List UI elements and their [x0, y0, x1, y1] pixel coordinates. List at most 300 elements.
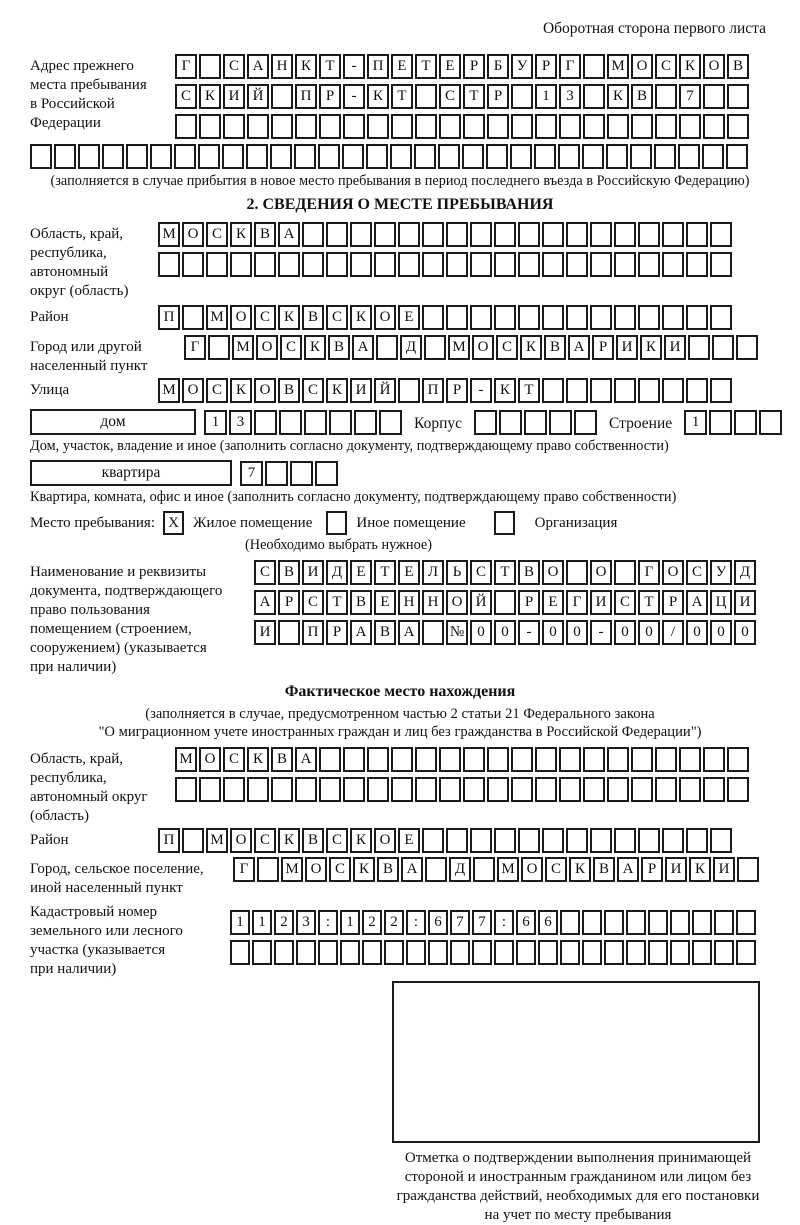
- char-cell[interactable]: И: [254, 620, 276, 645]
- char-cell[interactable]: В: [302, 305, 324, 330]
- char-cell[interactable]: [727, 84, 749, 109]
- char-cell[interactable]: Т: [415, 54, 437, 79]
- char-cell[interactable]: Е: [542, 590, 564, 615]
- char-cell[interactable]: [78, 144, 100, 169]
- char-cell[interactable]: [425, 857, 447, 882]
- char-cell[interactable]: [542, 378, 564, 403]
- char-cell[interactable]: И: [616, 335, 638, 360]
- char-cell[interactable]: [367, 114, 389, 139]
- char-cell[interactable]: Т: [518, 378, 540, 403]
- char-cell[interactable]: [422, 305, 444, 330]
- char-cell[interactable]: [686, 378, 708, 403]
- char-cell[interactable]: 2: [362, 910, 382, 935]
- char-cell[interactable]: [274, 940, 294, 965]
- char-cell[interactable]: 2: [384, 910, 404, 935]
- char-cell[interactable]: [254, 410, 277, 435]
- char-cell[interactable]: [376, 335, 398, 360]
- char-cell[interactable]: -: [470, 378, 492, 403]
- char-cell[interactable]: И: [302, 560, 324, 585]
- char-cell[interactable]: С: [254, 560, 276, 585]
- char-cell[interactable]: [655, 114, 677, 139]
- char-cell[interactable]: [415, 114, 437, 139]
- char-cell[interactable]: Е: [350, 560, 372, 585]
- char-cell[interactable]: [759, 410, 782, 435]
- char-cell[interactable]: [703, 747, 725, 772]
- char-cell[interactable]: Г: [559, 54, 581, 79]
- char-cell[interactable]: [511, 747, 533, 772]
- char-cell[interactable]: [582, 940, 602, 965]
- char-cell[interactable]: [710, 828, 732, 853]
- char-cell[interactable]: 0: [734, 620, 756, 645]
- char-cell[interactable]: 0: [710, 620, 732, 645]
- char-cell[interactable]: [559, 114, 581, 139]
- char-cell[interactable]: [265, 461, 288, 486]
- char-cell[interactable]: Д: [400, 335, 422, 360]
- char-cell[interactable]: [686, 252, 708, 277]
- char-cell[interactable]: О: [374, 305, 396, 330]
- char-cell[interactable]: П: [422, 378, 444, 403]
- char-cell[interactable]: [439, 777, 461, 802]
- char-cell[interactable]: [703, 114, 725, 139]
- char-cell[interactable]: П: [158, 305, 180, 330]
- char-cell[interactable]: [494, 940, 514, 965]
- char-cell[interactable]: Р: [463, 54, 485, 79]
- char-cell[interactable]: С: [206, 222, 228, 247]
- char-cell[interactable]: [439, 114, 461, 139]
- char-cell[interactable]: [428, 940, 448, 965]
- char-cell[interactable]: [542, 222, 564, 247]
- char-cell[interactable]: О: [199, 747, 221, 772]
- char-cell[interactable]: О: [521, 857, 543, 882]
- char-cell[interactable]: Д: [449, 857, 471, 882]
- char-cell[interactable]: [470, 305, 492, 330]
- char-cell[interactable]: [590, 828, 612, 853]
- char-cell[interactable]: [486, 144, 508, 169]
- char-cell[interactable]: [631, 114, 653, 139]
- char-cell[interactable]: Р: [535, 54, 557, 79]
- char-cell[interactable]: А: [686, 590, 708, 615]
- char-cell[interactable]: [654, 144, 676, 169]
- char-cell[interactable]: [655, 84, 677, 109]
- char-cell[interactable]: 7: [679, 84, 701, 109]
- char-cell[interactable]: [662, 378, 684, 403]
- char-cell[interactable]: [614, 378, 636, 403]
- char-cell[interactable]: О: [542, 560, 564, 585]
- char-cell[interactable]: 1: [252, 910, 272, 935]
- char-cell[interactable]: [583, 777, 605, 802]
- char-cell[interactable]: М: [175, 747, 197, 772]
- char-cell[interactable]: А: [398, 620, 420, 645]
- char-cell[interactable]: М: [158, 222, 180, 247]
- char-cell[interactable]: [736, 910, 756, 935]
- char-cell[interactable]: [198, 144, 220, 169]
- char-cell[interactable]: В: [328, 335, 350, 360]
- char-cell[interactable]: [295, 114, 317, 139]
- char-cell[interactable]: [604, 940, 624, 965]
- char-cell[interactable]: П: [367, 54, 389, 79]
- char-cell[interactable]: [470, 252, 492, 277]
- char-cell[interactable]: [590, 222, 612, 247]
- char-cell[interactable]: Т: [638, 590, 660, 615]
- char-cell[interactable]: 0: [638, 620, 660, 645]
- char-cell[interactable]: [566, 378, 588, 403]
- char-cell[interactable]: [590, 378, 612, 403]
- char-cell[interactable]: О: [182, 222, 204, 247]
- char-cell[interactable]: В: [374, 620, 396, 645]
- char-cell[interactable]: [474, 410, 497, 435]
- char-cell[interactable]: [686, 222, 708, 247]
- char-cell[interactable]: 7: [450, 910, 470, 935]
- char-cell[interactable]: К: [494, 378, 516, 403]
- house-type-box[interactable]: дом: [30, 409, 196, 435]
- char-cell[interactable]: У: [710, 560, 732, 585]
- char-cell[interactable]: Т: [494, 560, 516, 585]
- char-cell[interactable]: Н: [422, 590, 444, 615]
- char-cell[interactable]: [709, 410, 732, 435]
- char-cell[interactable]: Т: [374, 560, 396, 585]
- char-cell[interactable]: [367, 747, 389, 772]
- char-cell[interactable]: [607, 114, 629, 139]
- char-cell[interactable]: [354, 410, 377, 435]
- char-cell[interactable]: [319, 747, 341, 772]
- char-cell[interactable]: М: [607, 54, 629, 79]
- char-cell[interactable]: К: [278, 305, 300, 330]
- char-cell[interactable]: К: [350, 828, 372, 853]
- char-cell[interactable]: М: [206, 828, 228, 853]
- char-cell[interactable]: [415, 84, 437, 109]
- char-cell[interactable]: Ц: [710, 590, 732, 615]
- char-cell[interactable]: [230, 940, 250, 965]
- char-cell[interactable]: /: [662, 620, 684, 645]
- char-cell[interactable]: О: [230, 828, 252, 853]
- char-cell[interactable]: П: [295, 84, 317, 109]
- char-cell[interactable]: [30, 144, 52, 169]
- char-cell[interactable]: Р: [319, 84, 341, 109]
- char-cell[interactable]: [542, 305, 564, 330]
- char-cell[interactable]: Р: [446, 378, 468, 403]
- char-cell[interactable]: [604, 910, 624, 935]
- char-cell[interactable]: О: [446, 590, 468, 615]
- char-cell[interactable]: [446, 305, 468, 330]
- char-cell[interactable]: Д: [326, 560, 348, 585]
- char-cell[interactable]: В: [631, 84, 653, 109]
- char-cell[interactable]: К: [230, 378, 252, 403]
- char-cell[interactable]: [463, 747, 485, 772]
- char-cell[interactable]: :: [318, 910, 338, 935]
- char-cell[interactable]: [319, 777, 341, 802]
- char-cell[interactable]: С: [175, 84, 197, 109]
- char-cell[interactable]: К: [247, 747, 269, 772]
- char-cell[interactable]: [607, 747, 629, 772]
- char-cell[interactable]: 6: [538, 910, 558, 935]
- char-cell[interactable]: [450, 940, 470, 965]
- char-cell[interactable]: [487, 114, 509, 139]
- char-cell[interactable]: [222, 144, 244, 169]
- char-cell[interactable]: В: [727, 54, 749, 79]
- char-cell[interactable]: [415, 777, 437, 802]
- char-cell[interactable]: -: [343, 84, 365, 109]
- char-cell[interactable]: [714, 910, 734, 935]
- char-cell[interactable]: [558, 144, 580, 169]
- char-cell[interactable]: [511, 777, 533, 802]
- char-cell[interactable]: [252, 940, 272, 965]
- char-cell[interactable]: О: [662, 560, 684, 585]
- char-cell[interactable]: К: [520, 335, 542, 360]
- char-cell[interactable]: О: [631, 54, 653, 79]
- char-cell[interactable]: 0: [686, 620, 708, 645]
- char-cell[interactable]: [631, 747, 653, 772]
- char-cell[interactable]: С: [326, 305, 348, 330]
- char-cell[interactable]: 1: [684, 410, 707, 435]
- char-cell[interactable]: 1: [535, 84, 557, 109]
- char-cell[interactable]: [560, 940, 580, 965]
- char-cell[interactable]: [688, 335, 710, 360]
- char-cell[interactable]: Р: [641, 857, 663, 882]
- char-cell[interactable]: Т: [391, 84, 413, 109]
- char-cell[interactable]: 0: [494, 620, 516, 645]
- char-cell[interactable]: [343, 747, 365, 772]
- char-cell[interactable]: [415, 747, 437, 772]
- char-cell[interactable]: [374, 252, 396, 277]
- char-cell[interactable]: [126, 144, 148, 169]
- char-cell[interactable]: [470, 222, 492, 247]
- char-cell[interactable]: [494, 305, 516, 330]
- char-cell[interactable]: [391, 777, 413, 802]
- char-cell[interactable]: [726, 144, 748, 169]
- char-cell[interactable]: [422, 222, 444, 247]
- char-cell[interactable]: [710, 222, 732, 247]
- char-cell[interactable]: [319, 114, 341, 139]
- char-cell[interactable]: [566, 252, 588, 277]
- char-cell[interactable]: С: [223, 54, 245, 79]
- char-cell[interactable]: Т: [319, 54, 341, 79]
- char-cell[interactable]: 3: [229, 410, 252, 435]
- char-cell[interactable]: [494, 252, 516, 277]
- char-cell[interactable]: [379, 410, 402, 435]
- char-cell[interactable]: [182, 305, 204, 330]
- char-cell[interactable]: [518, 828, 540, 853]
- char-cell[interactable]: [566, 305, 588, 330]
- char-cell[interactable]: [326, 252, 348, 277]
- char-cell[interactable]: Р: [592, 335, 614, 360]
- char-cell[interactable]: [542, 252, 564, 277]
- char-cell[interactable]: [648, 940, 668, 965]
- char-cell[interactable]: [655, 777, 677, 802]
- char-cell[interactable]: О: [182, 378, 204, 403]
- char-cell[interactable]: [294, 144, 316, 169]
- char-cell[interactable]: -: [343, 54, 365, 79]
- char-cell[interactable]: [446, 252, 468, 277]
- char-cell[interactable]: [326, 222, 348, 247]
- char-cell[interactable]: О: [472, 335, 494, 360]
- char-cell[interactable]: М: [497, 857, 519, 882]
- char-cell[interactable]: [662, 222, 684, 247]
- char-cell[interactable]: А: [401, 857, 423, 882]
- char-cell[interactable]: Р: [326, 620, 348, 645]
- char-cell[interactable]: С: [302, 590, 324, 615]
- checkbox-inoe[interactable]: [326, 511, 347, 535]
- char-cell[interactable]: А: [350, 620, 372, 645]
- char-cell[interactable]: Г: [184, 335, 206, 360]
- char-cell[interactable]: Л: [422, 560, 444, 585]
- char-cell[interactable]: [583, 54, 605, 79]
- char-cell[interactable]: О: [256, 335, 278, 360]
- char-cell[interactable]: [158, 252, 180, 277]
- char-cell[interactable]: О: [254, 378, 276, 403]
- char-cell[interactable]: [614, 828, 636, 853]
- char-cell[interactable]: К: [607, 84, 629, 109]
- char-cell[interactable]: 6: [428, 910, 448, 935]
- char-cell[interactable]: -: [590, 620, 612, 645]
- char-cell[interactable]: 3: [559, 84, 581, 109]
- char-cell[interactable]: О: [703, 54, 725, 79]
- char-cell[interactable]: [398, 252, 420, 277]
- char-cell[interactable]: [350, 222, 372, 247]
- char-cell[interactable]: С: [686, 560, 708, 585]
- char-cell[interactable]: 3: [296, 910, 316, 935]
- char-cell[interactable]: [590, 305, 612, 330]
- char-cell[interactable]: [270, 144, 292, 169]
- char-cell[interactable]: И: [734, 590, 756, 615]
- char-cell[interactable]: [679, 114, 701, 139]
- char-cell[interactable]: И: [664, 335, 686, 360]
- char-cell[interactable]: [670, 940, 690, 965]
- char-cell[interactable]: [736, 335, 758, 360]
- char-cell[interactable]: [391, 747, 413, 772]
- char-cell[interactable]: №: [446, 620, 468, 645]
- char-cell[interactable]: Й: [374, 378, 396, 403]
- char-cell[interactable]: [494, 222, 516, 247]
- char-cell[interactable]: [511, 84, 533, 109]
- char-cell[interactable]: К: [295, 54, 317, 79]
- char-cell[interactable]: В: [271, 747, 293, 772]
- char-cell[interactable]: [374, 222, 396, 247]
- char-cell[interactable]: С: [614, 590, 636, 615]
- char-cell[interactable]: М: [281, 857, 303, 882]
- char-cell[interactable]: 7: [472, 910, 492, 935]
- char-cell[interactable]: А: [295, 747, 317, 772]
- char-cell[interactable]: Г: [175, 54, 197, 79]
- char-cell[interactable]: С: [329, 857, 351, 882]
- char-cell[interactable]: [714, 940, 734, 965]
- char-cell[interactable]: [246, 144, 268, 169]
- char-cell[interactable]: [182, 252, 204, 277]
- char-cell[interactable]: [566, 828, 588, 853]
- char-cell[interactable]: [566, 560, 588, 585]
- char-cell[interactable]: [614, 305, 636, 330]
- char-cell[interactable]: К: [679, 54, 701, 79]
- char-cell[interactable]: Е: [398, 560, 420, 585]
- char-cell[interactable]: [398, 222, 420, 247]
- char-cell[interactable]: [606, 144, 628, 169]
- char-cell[interactable]: К: [326, 378, 348, 403]
- char-cell[interactable]: [535, 777, 557, 802]
- char-cell[interactable]: И: [590, 590, 612, 615]
- char-cell[interactable]: [257, 857, 279, 882]
- char-cell[interactable]: [734, 410, 757, 435]
- char-cell[interactable]: [318, 940, 338, 965]
- char-cell[interactable]: 1: [204, 410, 227, 435]
- char-cell[interactable]: -: [518, 620, 540, 645]
- char-cell[interactable]: Е: [391, 54, 413, 79]
- char-cell[interactable]: К: [367, 84, 389, 109]
- char-cell[interactable]: В: [544, 335, 566, 360]
- char-cell[interactable]: С: [302, 378, 324, 403]
- char-cell[interactable]: [290, 461, 313, 486]
- char-cell[interactable]: В: [278, 378, 300, 403]
- char-cell[interactable]: [182, 828, 204, 853]
- char-cell[interactable]: [391, 114, 413, 139]
- char-cell[interactable]: [343, 114, 365, 139]
- char-cell[interactable]: [487, 747, 509, 772]
- char-cell[interactable]: [702, 144, 724, 169]
- char-cell[interactable]: [462, 144, 484, 169]
- char-cell[interactable]: [254, 252, 276, 277]
- char-cell[interactable]: [559, 777, 581, 802]
- char-cell[interactable]: К: [230, 222, 252, 247]
- char-cell[interactable]: [614, 222, 636, 247]
- char-cell[interactable]: И: [665, 857, 687, 882]
- char-cell[interactable]: [342, 144, 364, 169]
- char-cell[interactable]: [494, 590, 516, 615]
- char-cell[interactable]: В: [350, 590, 372, 615]
- char-cell[interactable]: [670, 910, 690, 935]
- char-cell[interactable]: [630, 144, 652, 169]
- char-cell[interactable]: [662, 828, 684, 853]
- char-cell[interactable]: [727, 114, 749, 139]
- char-cell[interactable]: Т: [463, 84, 485, 109]
- char-cell[interactable]: [535, 114, 557, 139]
- char-cell[interactable]: В: [254, 222, 276, 247]
- char-cell[interactable]: Й: [247, 84, 269, 109]
- char-cell[interactable]: [662, 252, 684, 277]
- char-cell[interactable]: [315, 461, 338, 486]
- char-cell[interactable]: С: [254, 828, 276, 853]
- char-cell[interactable]: [679, 747, 701, 772]
- char-cell[interactable]: [534, 144, 556, 169]
- char-cell[interactable]: [422, 620, 444, 645]
- char-cell[interactable]: О: [590, 560, 612, 585]
- char-cell[interactable]: [686, 828, 708, 853]
- char-cell[interactable]: :: [406, 910, 426, 935]
- char-cell[interactable]: Е: [398, 828, 420, 853]
- char-cell[interactable]: [559, 747, 581, 772]
- char-cell[interactable]: [583, 747, 605, 772]
- char-cell[interactable]: М: [206, 305, 228, 330]
- char-cell[interactable]: [247, 114, 269, 139]
- char-cell[interactable]: А: [247, 54, 269, 79]
- char-cell[interactable]: С: [439, 84, 461, 109]
- checkbox-organizaciya[interactable]: [494, 511, 515, 535]
- char-cell[interactable]: А: [568, 335, 590, 360]
- char-cell[interactable]: [54, 144, 76, 169]
- char-cell[interactable]: [638, 305, 660, 330]
- char-cell[interactable]: [424, 335, 446, 360]
- char-cell[interactable]: [516, 940, 536, 965]
- char-cell[interactable]: [446, 828, 468, 853]
- char-cell[interactable]: В: [518, 560, 540, 585]
- char-cell[interactable]: [487, 777, 509, 802]
- char-cell[interactable]: Б: [487, 54, 509, 79]
- char-cell[interactable]: С: [206, 378, 228, 403]
- char-cell[interactable]: [199, 777, 221, 802]
- char-cell[interactable]: В: [302, 828, 324, 853]
- char-cell[interactable]: С: [280, 335, 302, 360]
- char-cell[interactable]: [549, 410, 572, 435]
- char-cell[interactable]: [230, 252, 252, 277]
- char-cell[interactable]: 0: [470, 620, 492, 645]
- char-cell[interactable]: [686, 305, 708, 330]
